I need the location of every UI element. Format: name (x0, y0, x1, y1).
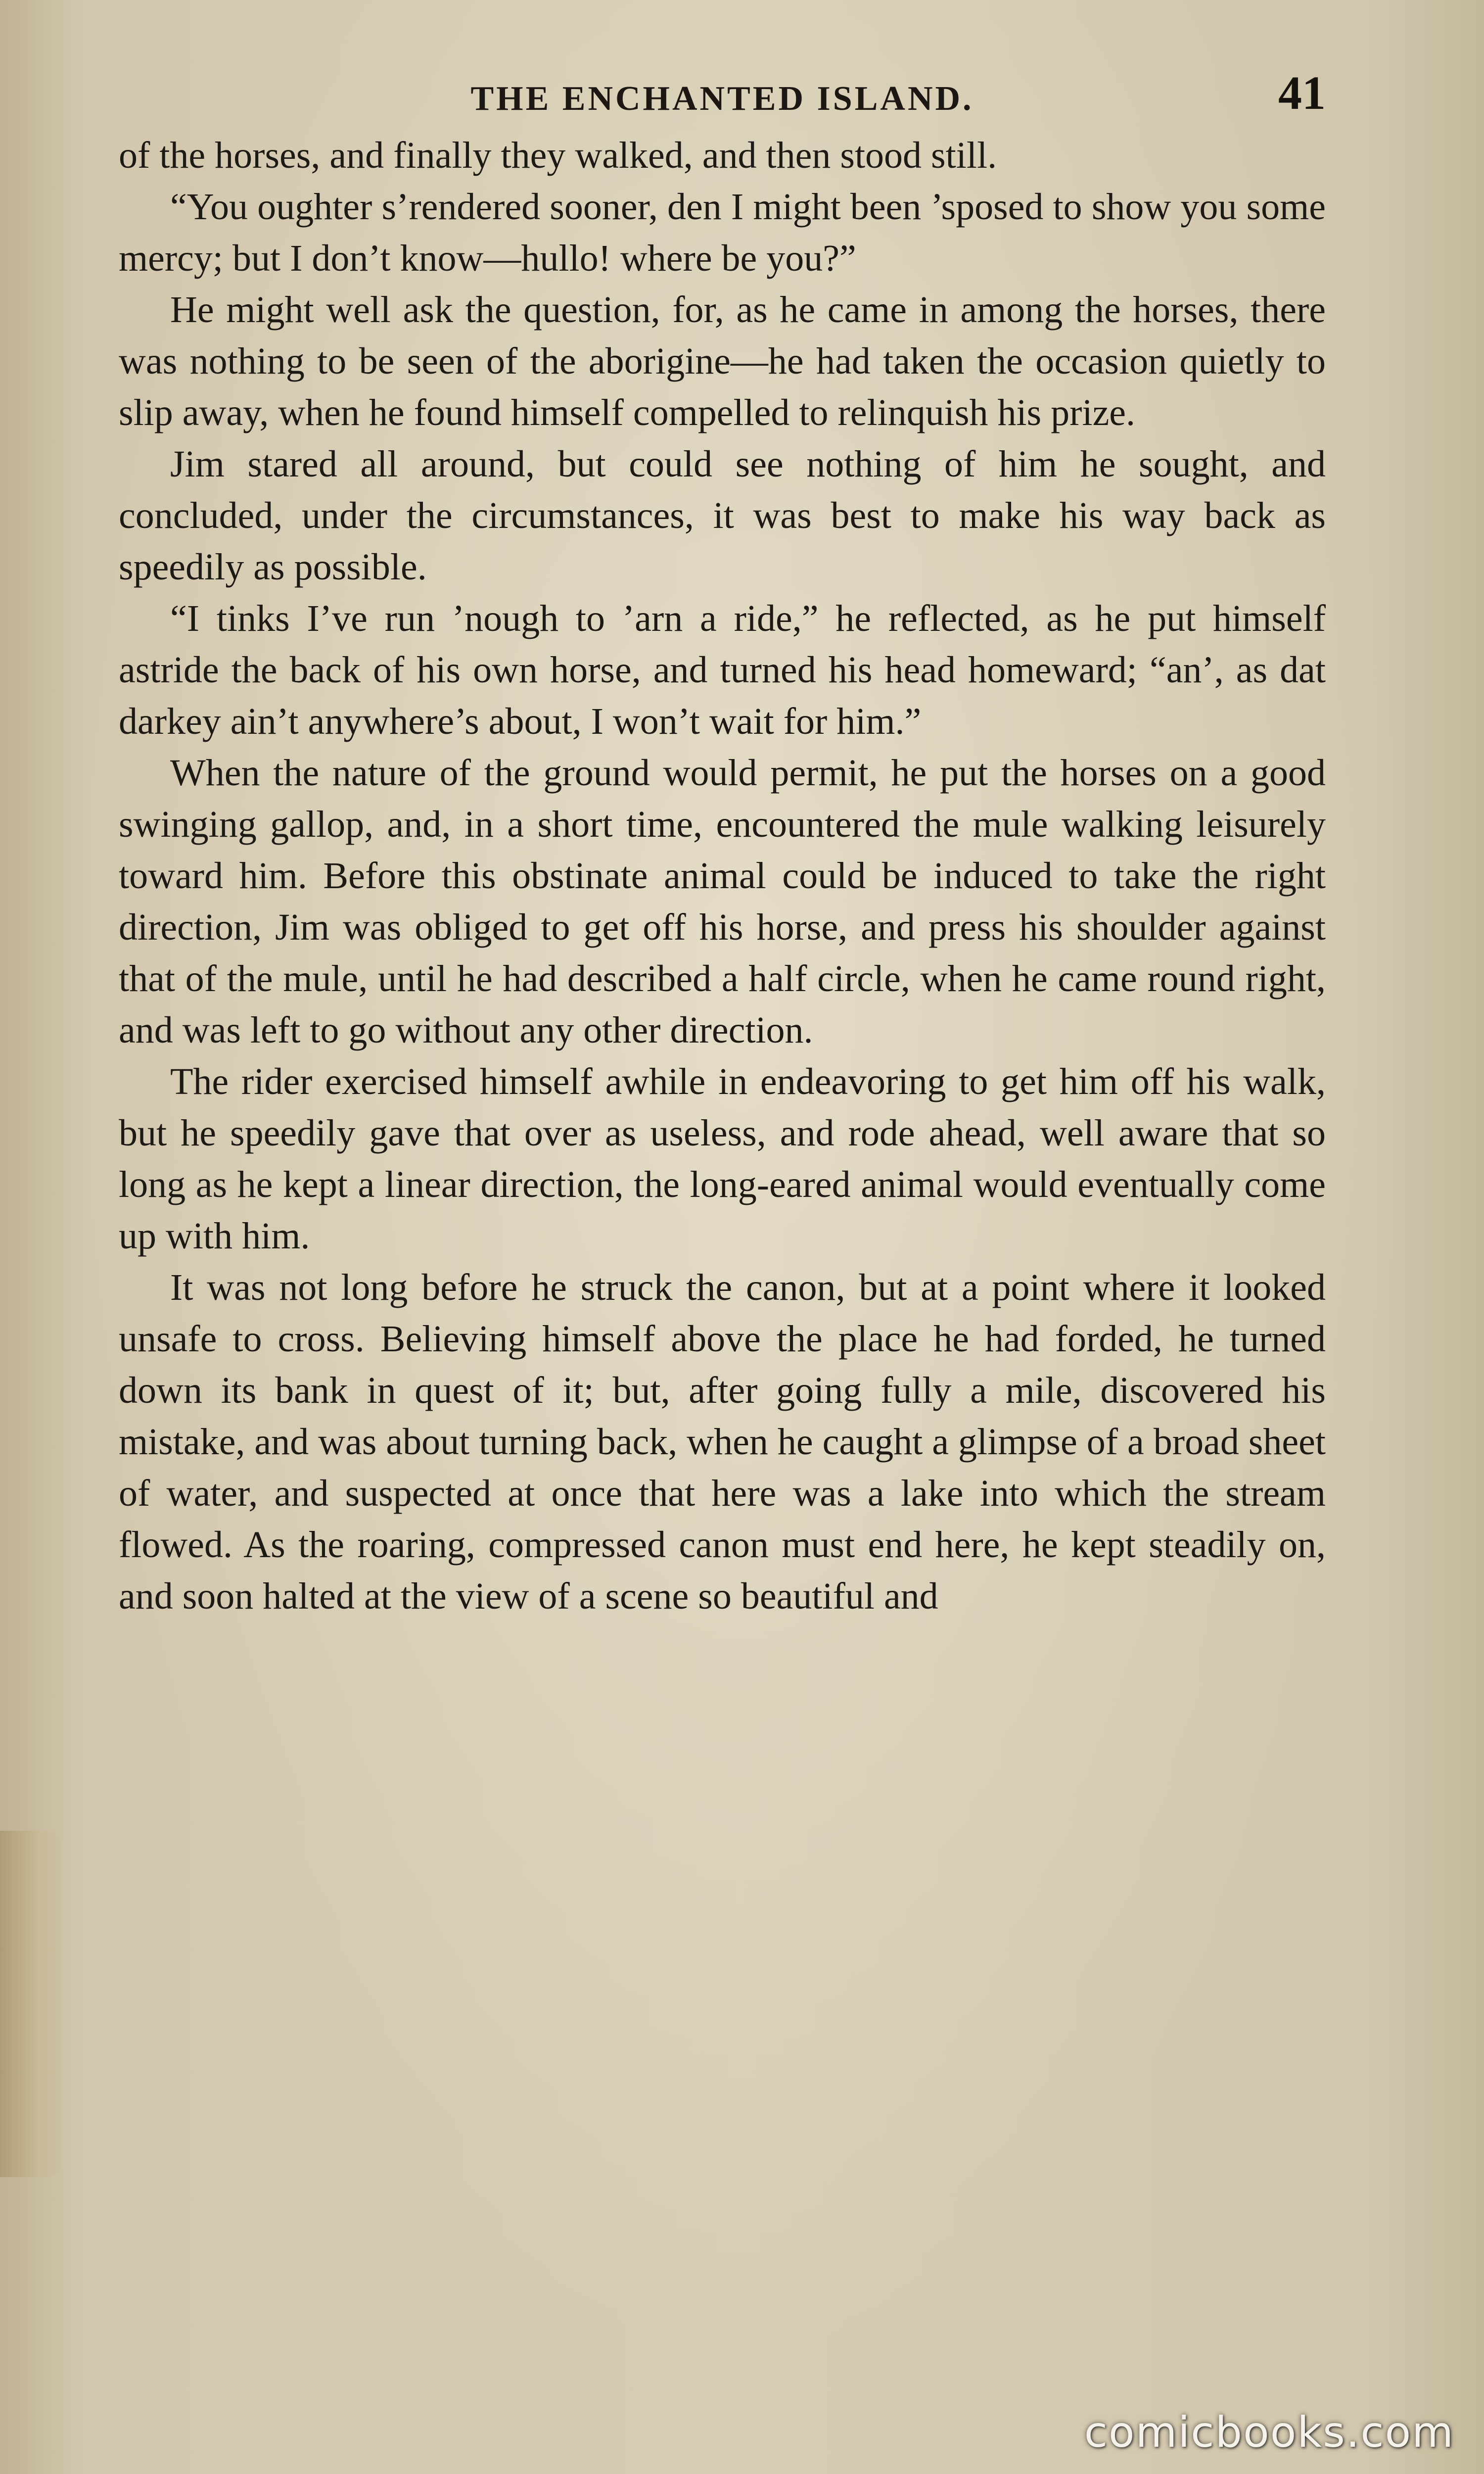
paragraph: The rider exercised himself awhile in endeavoring to get him off his walk, but he speedily gave that over as useless, and rode ahead, well aware that so long as he kept a linear direction, the long-eared animal would eventually come up with him. (119, 1061, 1326, 1257)
paragraph-continued: of the horses, and finally they walked, and then stood still. (119, 135, 997, 176)
page-number: 41 (1278, 66, 1326, 119)
torn-page-edge (0, 1831, 64, 2177)
paragraph: Jim stared all around, but could see nothing of him he sought, and concluded, under the circumstances, it was best to make his way back as speedily as possible. (119, 443, 1326, 588)
paragraph: “You oughter s’rendered sooner, den I might been ’sposed to show you some mercy; but I don’t know—hullo! where be you?” (119, 186, 1326, 279)
paragraph: When the nature of the ground would permit, he put the horses on a good swinging gallop, and, in a short time, encountered the mule walking leisurely toward him. Before this obstinate animal could be induced to take the right direction, Jim was obliged to get off his horse, and press his shoulder against that of the mule, until he had described a half circle, when he came round right, and was left to go without any other direction. (119, 752, 1326, 1051)
paragraph: He might well ask the question, for, as he came in among the horses, there was nothing to be seen of the aborigine—he had taken the occasion quietly to slip away, when he found himself compelled to relinquish his prize. (119, 289, 1326, 433)
page-header (119, 66, 1326, 129)
running-title: THE ENCHANTED ISLAND. (470, 80, 974, 118)
paragraph: It was not long before he struck the canon, but at a point where it looked unsafe to cross. Believing himself above the place he had forded, he turned down its bank in quest of it; but, after going fully a mile, discovered his mistake, and was about turning back, when he caught a glimpse of a broad sheet of water, and suspected at once that here was a lake into which the stream flowed. As the roaring, compressed canon must end here, he kept steadily on, and soon halted at the view of a scene so beautiful and (119, 1267, 1326, 1617)
paragraph: “I tinks I’ve run ’nough to ’arn a ride,” he reflected, as he put himself astride the back of his own horse, and turned his head homeward; “an’, as dat darkey ain’t anywhere’s about, I won’t wait for him.” (119, 598, 1326, 742)
watermark: comicbooks.com (1084, 2408, 1454, 2457)
body-text (119, 130, 1326, 2183)
